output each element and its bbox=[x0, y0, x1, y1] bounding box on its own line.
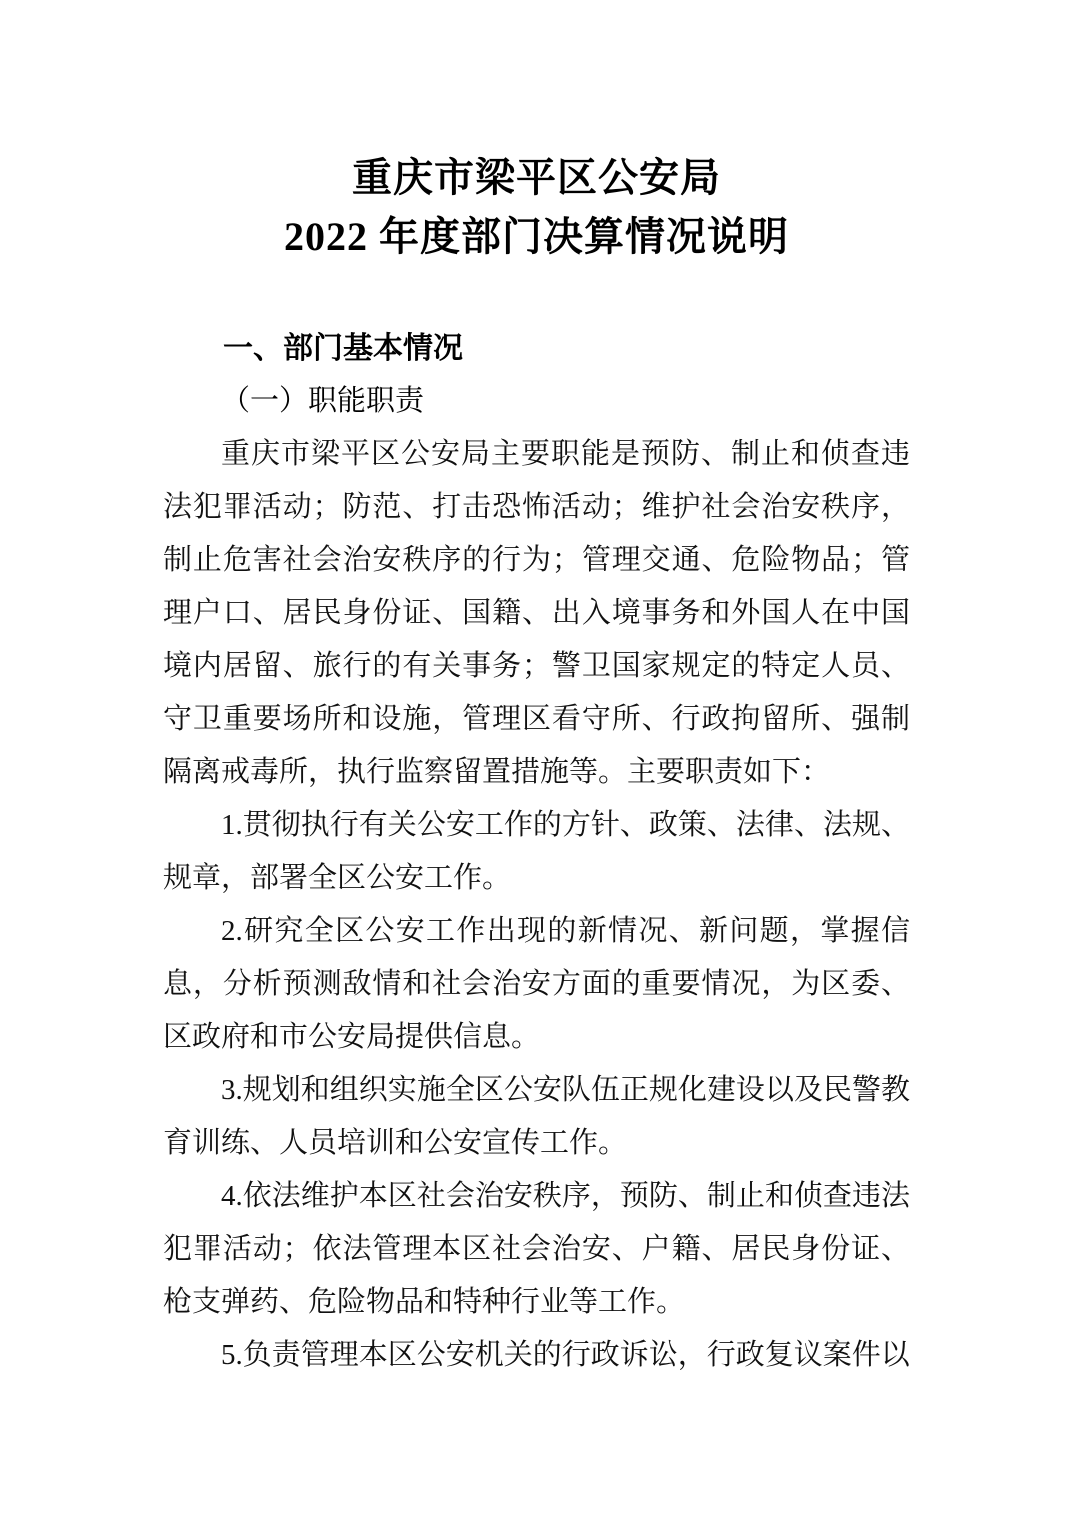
paragraph: 4.依法维护本区社会治安秩序，预防、制止和侦查违法犯罪活动；依法管理本区社会治安、户籍、居民身份证、枪支弹药、危险物品和特种行业等工作。 bbox=[163, 1180, 910, 1318]
paragraph: 2.研究全区公安工作出现的新情况、新问题，掌握信息，分析预测敌情和社会治安方面的重要情况，为区委、区政府和市公安局提供信息。 bbox=[163, 915, 910, 1053]
subsection-heading-functions: （一）职能职责 bbox=[221, 385, 425, 417]
paragraph: 重庆市梁平区公安局主要职能是预防、制止和侦查违法犯罪活动；防范、打击恐怖活动；维护社会治安秩序，制止危害社会治安秩序的行为；管理交通、危险物品；管理户口、居民身份证、国籍、出入境事务和外国人在中国境内居留、旅行的有关事务；警卫国家规定的特定人员、守卫重要场所和设施，管理区看守所、行政拘留所、强制隔离戒毒所，执行监察留置措施等。主要职责如下： bbox=[163, 438, 910, 788]
document-title-line2: 2022 年度部门决算情况说明 bbox=[284, 214, 789, 259]
paragraph: 3.规划和组织实施全区公安队伍正规化建设以及民警教育训练、人员培训和公安宣传工作。 bbox=[163, 1074, 910, 1159]
section-heading-basic-info: 一、部门基本情况 bbox=[223, 332, 463, 365]
document-title-line1: 重庆市梁平区公安局 bbox=[352, 155, 721, 200]
paragraph: 1.贯彻执行有关公安工作的方针、政策、法律、法规、规章，部署全区公安工作。 bbox=[163, 809, 910, 894]
document-body bbox=[163, 428, 910, 1382]
paragraph: 5.负责管理本区公安机关的行政诉讼，行政复议案件以 bbox=[221, 1339, 910, 1371]
